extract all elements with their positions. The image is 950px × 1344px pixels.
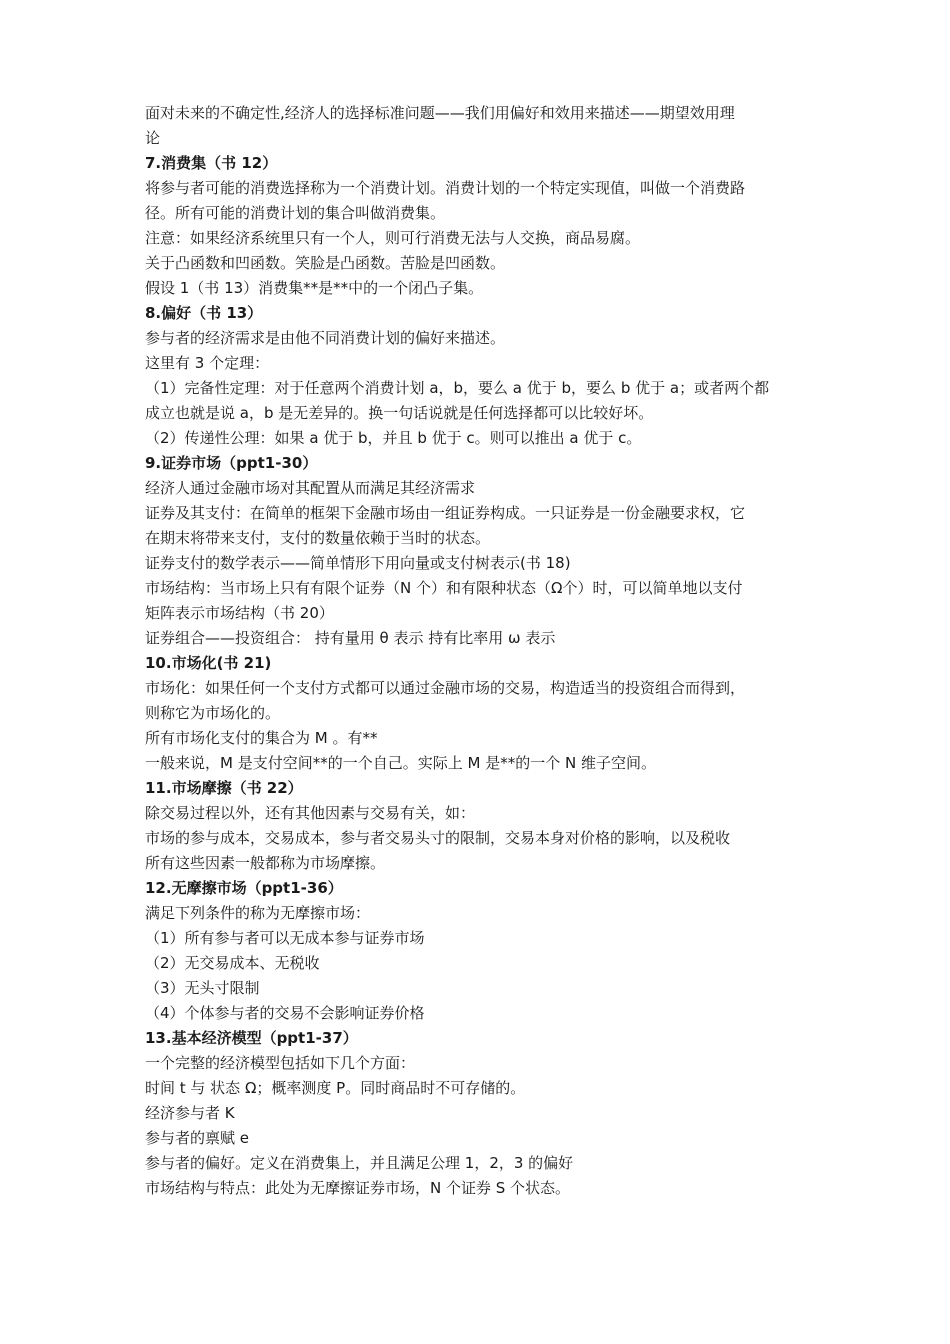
text-line: 假设 1（书 13）消费集**是**中的一个闭凸子集。: [145, 279, 484, 297]
text-line: 经济人通过金融市场对其配置从而满足其经济需求: [145, 479, 476, 497]
text-line: 除交易过程以外，还有其他因素与交易有关，如：: [145, 804, 476, 822]
text-line: 一个完整的经济模型包括如下几个方面：: [145, 1054, 416, 1072]
text-line: 证券及其支付：在简单的框架下金融市场由一组证券构成。一只证券是一份金融要求权，它: [145, 504, 746, 522]
section-heading: 9.证券市场（ppt1-30）: [145, 454, 318, 472]
text-line: 一般来说，M 是支付空间**的一个自己。实际上 M 是**的一个 N 维子空间。: [145, 754, 656, 772]
text-line: 注意：如果经济系统里只有一个人，则可行消费无法与人交换，商品易腐。: [145, 229, 641, 247]
section-heading: 7.消费集（书 12）: [145, 154, 278, 172]
text-line: 参与者的经济需求是由他不同消费计划的偏好来描述。: [145, 329, 506, 347]
text-line: 市场的参与成本，交易成本，参与者交易头寸的限制，交易本身对价格的影响，以及税收: [145, 829, 731, 847]
text-line: （4）个体参与者的交易不会影响证券价格: [145, 1004, 425, 1022]
text-line: 面对未来的不确定性,经济人的选择标准问题——我们用偏好和效用来描述——期望效用理: [145, 104, 735, 122]
text-line: 这里有 3 个定理：: [145, 354, 270, 372]
text-line: 在期末将带来支付，支付的数量依赖于当时的状态。: [145, 529, 491, 547]
text-line: 论: [145, 129, 161, 147]
text-line: 所有这些因素一般都称为市场摩擦。: [145, 854, 386, 872]
text-line: 关于凸函数和凹函数。笑脸是凸函数。苦脸是凹函数。: [145, 254, 506, 272]
text-line: 径。所有可能的消费计划的集合叫做消费集。: [145, 204, 446, 222]
text-line: （2）传递性公理：如果 a 优于 b，并且 b 优于 c。则可以推出 a 优于 c。: [145, 429, 642, 447]
text-line: 时间 t 与 状态 Ω；概率测度 P。同时商品时不可存储的。: [145, 1079, 526, 1097]
text-line: 市场结构与特点：此处为无摩擦证券市场，N 个证券 S 个状态。: [145, 1179, 571, 1197]
text-line: 证券组合——投资组合： 持有量用 θ 表示 持有比率用 ω 表示: [145, 629, 556, 647]
document-body: [145, 101, 815, 1201]
text-line: 满足下列条件的称为无摩擦市场：: [145, 904, 371, 922]
text-line: （1）所有参与者可以无成本参与证券市场: [145, 929, 425, 947]
section-heading: 8.偏好（书 13）: [145, 304, 263, 322]
text-line: 将参与者可能的消费选择称为一个消费计划。消费计划的一个特定实现值，叫做一个消费路: [145, 179, 746, 197]
section-heading: 13.基本经济模型（ppt1-37）: [145, 1029, 358, 1047]
section-heading: 11.市场摩擦（书 22）: [145, 779, 303, 797]
section-heading: 12.无摩擦市场（ppt1-36）: [145, 879, 343, 897]
text-line: （2）无交易成本、无税收: [145, 954, 320, 972]
text-line: （3）无头寸限制: [145, 979, 260, 997]
text-line: 则称它为市场化的。: [145, 704, 281, 722]
text-line: 市场结构：当市场上只有有限个证券（N 个）和有限种状态（Ω个）时，可以简单地以支付: [145, 579, 743, 597]
text-line: （1）完备性定理：对于任意两个消费计划 a，b，要么 a 优于 b，要么 b 优于 a；或者两个都: [145, 379, 770, 397]
text-line: 矩阵表示市场结构（书 20）: [145, 604, 334, 622]
text-line: 经济参与者 K: [145, 1104, 235, 1122]
text-line: 参与者的禀赋 e: [145, 1129, 249, 1147]
text-line: 成立也就是说 a，b 是无差异的。换一句话说就是任何选择都可以比较好坏。: [145, 404, 654, 422]
text-line: 市场化：如果任何一个支付方式都可以通过金融市场的交易，构造适当的投资组合而得到，: [145, 679, 746, 697]
text-line: 证券支付的数学表示——简单情形下用向量或支付树表示(书 18): [145, 554, 571, 572]
text-line: 参与者的偏好。定义在消费集上，并且满足公理 1，2，3 的偏好: [145, 1154, 574, 1172]
section-heading: 10.市场化(书 21): [145, 654, 272, 672]
text-line: 所有市场化支付的集合为 M 。有**: [145, 729, 378, 747]
